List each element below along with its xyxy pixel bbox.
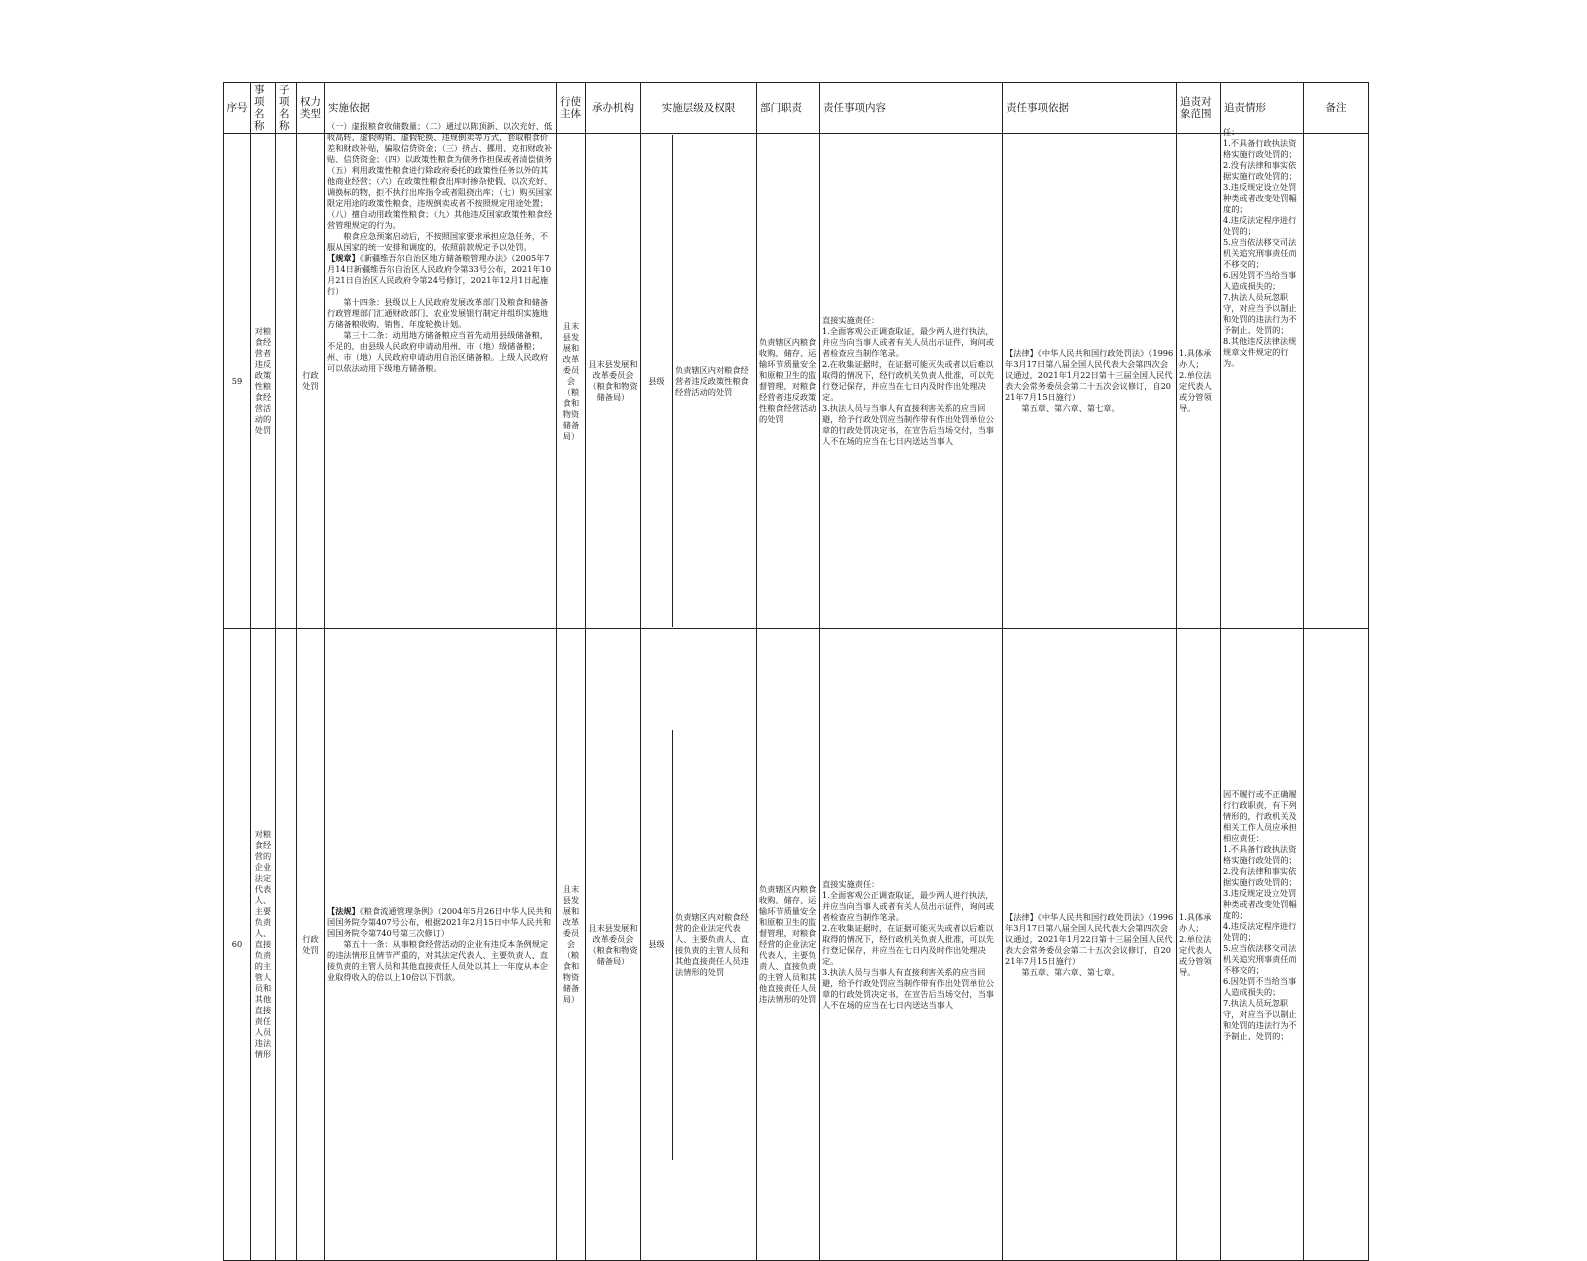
basis-para: 【法规】《粮食流通管理条例》（2004年5月26日中华人民共和国国务院令第407号公布，根据2021年2月15日中华人民共和国国务院令第740号第三次修订）	[327, 906, 552, 938]
basis-para: 第三十二条：动用地方储备粮应当首先动用县级储备粮，不足的，由县级人民政府申请动用州、市（地）级储备粮；州、市（地）人民政府申请动用自治区储备粮。上级人民政府可以依法动用下级地方储备粮。	[327, 330, 549, 373]
cell-basis	[325, 121, 557, 629]
header-power-type: 权力类型	[297, 83, 325, 134]
cell-sub-item	[276, 629, 297, 1261]
cell-subject: 且末县发展和改革委员会（粮食和物资储备局）	[557, 629, 586, 1261]
resp-line: 3.执法人员与当事人有直接利害关系的应当回避，给予行政处罚应当制作带有作出处罚单位公章的行政处罚决定书，在宣告后当场交付，当事人不在场的应当在七日内送达当事人	[822, 403, 994, 446]
situation-line: 8.其他违反法律法规规章文件规定的行为。	[1223, 336, 1297, 368]
basis-para: 【规章】《新疆维吾尔自治区地方储备粮管理办法》（2005年7月14日新疆维吾尔自治区人民政府令第33号公布，2021年10月21日自治区人民政府令第24号修订，2021年12月1日起施行）	[327, 253, 552, 296]
situation-line: 4.违反法定程序进行处罚的；	[1223, 921, 1297, 942]
header-seq: 序号	[224, 83, 251, 134]
cell-level	[641, 134, 757, 629]
cell-remark	[1304, 134, 1369, 629]
scope-line: 2.单位法定代表人或分管领导。	[1179, 933, 1212, 977]
basis-para: 第十四条：县级以上人民政府发展改革部门及粮食和储备行政管理部门汇通财政部门、农业发展银行制定并组织实施地方储备粮收购、销售、年度轮换计划。	[327, 297, 549, 329]
level-authority: 负责辖区内对粮食经营的企业法定代表人、主要负责人、直接负责的主管人员和其他直接责任人员违法情形的处罚	[675, 911, 749, 977]
situation-line: 7.执法人员玩忽职守，对应当予以制止和处罚的违法行为不予制止、处罚的；	[1223, 998, 1297, 1041]
header-scope: 追责对象范围	[1177, 83, 1221, 134]
cell-power-type: 行政处罚	[297, 629, 325, 1261]
table-row	[224, 134, 1369, 629]
cell-seq: 59	[224, 134, 251, 629]
cell-scope	[1177, 629, 1221, 1261]
cell-power-type: 行政处罚	[297, 134, 325, 629]
situation-line: 7.执法人员玩忽职守，对应当予以制止和处罚的违法行为不予制止、处罚的；	[1223, 292, 1297, 335]
cell-resp-basis	[1003, 134, 1177, 629]
situation-line: 6.因处罚不当给当事人造成损失的；	[1223, 976, 1297, 997]
scope-line: 1.具体承办人；	[1179, 911, 1212, 933]
level-authority: 负责辖区内对粮食经营者违反政策性粮食经营活动的处罚	[675, 364, 749, 397]
cell-basis	[325, 629, 557, 1261]
resp-basis-line: 第五章、第六章、第七章。	[1021, 966, 1120, 977]
situation-line: 任：	[1223, 127, 1240, 137]
situation-line: 因不履行或不正确履行行政职责，有下列情形的，行政机关及相关工作人员应承担相应责任：	[1223, 789, 1297, 843]
cell-situation	[1221, 127, 1304, 629]
header-resp-basis: 责任事项依据	[1003, 83, 1177, 134]
situation-line: 5.应当依法移交司法机关追究刑事责任而不移交的；	[1223, 943, 1297, 975]
header-basis: 实施依据	[325, 83, 557, 134]
cell-resp-content	[820, 134, 1003, 629]
cell-agency: 且末县发展和改革委员会（粮食和物资储备局）	[586, 629, 641, 1261]
resp-basis-line: 【法律】《中华人民共和国行政处罚法》（1996年3月17日第八届全国人民代表大会第四次会议通过，2021年1月22日第十三届全国人民代表大会常务委员会第二十五次会议修订，自2021年7月15日施行）	[1005, 911, 1174, 966]
responsibility-table-sheet	[223, 82, 1368, 1059]
resp-line: 直接实施责任：	[822, 878, 880, 889]
cell-subject: 且末县发展和改革委员会（粮食和物资储备局）	[557, 134, 586, 629]
level-tier: 县级	[641, 135, 673, 627]
basis-para: 粮食应急预案启动后，不按照国家要求承担应急任务，不服从国家的统一安排和调度的，依照前款规定予以处罚。	[327, 231, 549, 252]
header-level: 实施层级及权限	[641, 83, 757, 134]
situation-line: 1.不具备行政执法资格实施行政处罚的；	[1223, 138, 1297, 159]
resp-line: 3.执法人员与当事人有直接利害关系的应当回避，给予行政处罚应当制作带有作出处罚单位公章的行政处罚决定书，在宣告后当场交付，当事人不在场的应当在七日内送达当事人	[822, 966, 994, 1010]
header-agency: 承办机构	[586, 83, 641, 134]
cell-resp-content	[820, 629, 1003, 1261]
header-subject: 行使主体	[557, 83, 586, 134]
cell-sub-item	[276, 134, 297, 629]
cell-situation	[1221, 629, 1304, 1261]
resp-line: 2.在收集证据时，在证据可能灭失或者以后难以取得的情况下，经行政机关负责人批准，可以先行登记保存，并应当在七日内及时作出处理决定。	[822, 359, 994, 402]
header-item-name: 事项名称	[251, 83, 276, 134]
cell-resp-basis	[1003, 629, 1177, 1261]
cell-scope	[1177, 134, 1221, 629]
basis-text	[327, 121, 554, 611]
header-sub-item: 子项名称	[276, 83, 297, 134]
cell-duty: 负责辖区内粮食收购、储存、运输环节质量安全和原粮卫生的监督管理，对粮食经营者违反政策性粮食经营活动的处罚	[757, 134, 820, 629]
cell-agency: 且末县发展和改革委员会（粮食和物资储备局）	[586, 134, 641, 629]
situation-line: 4.违反法定程序进行处罚的；	[1223, 215, 1297, 236]
cell-seq: 60	[224, 629, 251, 1261]
basis-para: （一）虚报粮食收储数量；（二）通过以陈顶新、以次充好、低收高转、虚假购销、虚假轮换、违规倒卖等方式，套取粮食价差和财政补贴，骗取信贷资金；（三）挤占、挪用、克扣财政补贴、信贷资金；（四）以政策性粮食为债务作担保或者清偿债务（五）利用政策性粮食进行除政府委托的政策性任务以外的其他商业经营；（六）在政策性粮食出库时掺杂使假、以次充好、调换标的物，拒不执行出库指令或者阻挠出库；（七）购买国家限定用途的政策性粮食，违规倒卖或者不按照规定用途处置；（八）擅自动用政策性粮食；（九）其他违反国家政策性粮食经营管理规定的行为。	[327, 121, 553, 230]
resp-basis-line: 【法律】《中华人民共和国行政处罚法》（1996年3月17日第八届全国人民代表大会第四次会议通过，2021年1月22日第十三届全国人民代表大会常务委员会第二十五次会议修订，自2021年7月15日施行）	[1005, 348, 1174, 402]
resp-line: 1.全面客观公正调查取证，最少两人进行执法，并应当向当事人或者有关人员出示证件，询问或者检查应当制作笔录。	[822, 889, 994, 922]
situation-line: 5.应当依法移交司法机关追究刑事责任而不移交的；	[1223, 237, 1297, 269]
situation-line: 6.因处罚不当给当事人造成损失的；	[1223, 270, 1297, 291]
cell-item-name: 对粮食经营的企业法定代表人、主要负责人、直接负责的主管人员和其他直接责任人员违法情形	[251, 629, 276, 1261]
situation-line: 3.违反规定设立处罚种类或者改变处罚幅度的；	[1223, 182, 1297, 214]
situation-line: 1.不具备行政执法资格实施行政处罚的；	[1223, 844, 1297, 865]
header-situation: 追责情形	[1221, 83, 1304, 134]
resp-basis-line: 第五章、第六章、第七章。	[1021, 403, 1120, 413]
resp-line: 直接实施责任：	[822, 315, 880, 325]
header-duty: 部门职责	[757, 83, 820, 134]
basis-para: 第五十一条：从事粮食经营活动的企业有违反本条例规定的违法情形且情节严重的，对其法定代表人、主要负责人、直接负责的主管人员和其他直接责任人员处以其上一年度从本企业取得收入的倍以上10倍以下罚款。	[327, 939, 549, 982]
power-list-table	[223, 82, 1369, 1261]
header-resp-content: 责任事项内容	[820, 83, 1003, 134]
table-row	[224, 629, 1369, 1261]
cell-duty: 负责辖区内粮食收购、储存、运输环节质量安全和原粮卫生的监督管理，对粮食经营的企业法定代表人、主要负责人、直接负责的主管人员和其他直接责任人员违法情形的处罚	[757, 629, 820, 1261]
scope-line: 1.具体承办人；	[1179, 348, 1212, 369]
situation-line: 2.没有法律和事实依据实施行政处罚的；	[1223, 866, 1297, 887]
situation-line: 3.违反规定设立处罚种类或者改变处罚幅度的；	[1223, 888, 1297, 920]
resp-line: 1.全面客观公正调查取证，最少两人进行执法，并应当向当事人或者有关人员出示证件，询问或者检查应当制作笔录。	[822, 326, 994, 358]
situation-line: 2.没有法律和事实依据实施行政处罚的；	[1223, 160, 1297, 181]
cell-remark	[1304, 629, 1369, 1261]
resp-line: 2.在收集证据时，在证据可能灭失或者以后难以取得的情况下，经行政机关负责人批准，可以先行登记保存，并应当在七日内及时作出处理决定。	[822, 922, 994, 966]
level-tier: 县级	[641, 730, 673, 1160]
scope-line: 2.单位法定代表人或分管领导。	[1179, 370, 1212, 413]
cell-level	[641, 629, 757, 1261]
header-remark: 备注	[1304, 83, 1369, 134]
cell-item-name: 对粮食经营者违反政策性粮食经营活动的处罚	[251, 134, 276, 629]
